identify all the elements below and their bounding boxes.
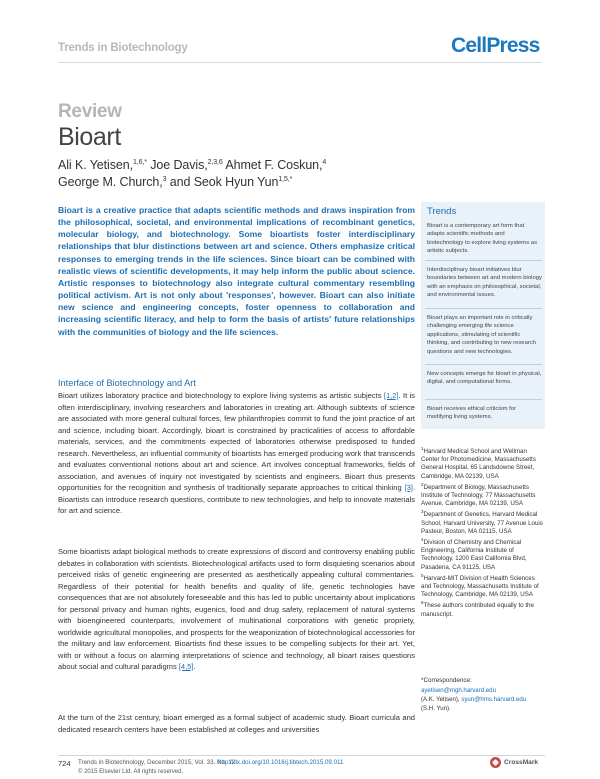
correspondence-line [421, 687, 496, 694]
body-paragraph [58, 546, 415, 673]
crossmark-icon [490, 757, 501, 768]
cellpress-logo[interactable]: CellPress [451, 34, 540, 57]
affiliation-sup: 5 [421, 572, 424, 578]
trends-item: Bioart is a contemporary art form that adapts scientific methods and biotechnology to explore living systems as artistic subjects. [427, 223, 538, 255]
article-title: Bioart [58, 123, 121, 151]
author-affiliation-sup: 2,3,6 [207, 159, 223, 166]
trends-item: Bioart plays an important role in critically challenging emerging life science applications, stimulating of scientific thinking, and contributing to new research questions and new technologies. [427, 315, 537, 355]
abstract: Bioart is a creative practice that adapts scientific methods and draws inspiration from the philosophical, societal, and environmental implications of recombinant genetics, molecular biology, and biotechnology. Some bioartists foster interdisciplinary relationships that blur distinctions between art and science. Others emphasize critical responses to emerging trends in the life sciences. Since bioart can be combined with realistic views of scientific developments, it may help inform the public about science. Artistic responses to biotechnology also integrate cultural commentary resembling political activism. Art is not only about 'responses', however. Bioart can also initiate new science and engineering concepts, foster openness to collaboration and increasing scientific literacy, and help to form the basis of artists' future relationships with the communities of biology and the life sciences. [58, 205, 415, 337]
author-affiliation-sup: 4 [322, 159, 327, 166]
affiliation-entry [421, 599, 545, 618]
header-divider [58, 62, 542, 63]
paragraph-text: Bioart utilizes laboratory practice and biotechnology to explore living systems as artistic subjects [58, 391, 384, 400]
affiliation-text: Department of Biology, Massachusetts Institute of Technology, 77 Massachusetts Avenue, Cambridge, MA 02139, USA [421, 483, 536, 508]
email-link[interactable]: syun@hms.harvard.edu [461, 696, 527, 703]
footer-citation: Trends in Biotechnology, December 2015, Vol. 33, No. 12 [78, 759, 236, 766]
affiliation-sup: 6 [421, 600, 424, 606]
correspondence-line [421, 696, 526, 703]
author-name: Ahmet F. Coskun, [225, 158, 323, 172]
paragraph-text: . Bioartists can introduce research questions, contribute to new technologies, and help to innovate materials for art and science. [58, 483, 415, 515]
affiliation-entry [421, 481, 545, 509]
affiliation-text: These authors contributed equally to the manuscript. [421, 602, 534, 618]
crossmark-label: CrossMark [504, 759, 539, 766]
affiliation-entry [421, 508, 545, 536]
affiliation-sup: 3 [421, 509, 424, 515]
journal-name: Trends in Biotechnology [58, 42, 188, 54]
author-affiliation-sup: 1,6,* [132, 159, 147, 166]
correspondence-name: (A.K. Yetisen), [421, 696, 460, 703]
affiliation-entry [421, 445, 545, 481]
author-affiliation-sup: 3 [162, 176, 167, 183]
body-paragraph [58, 390, 415, 517]
trends-divider [425, 260, 542, 261]
author-name: Ali K. Yetisen, [58, 158, 133, 172]
author-name: and Seok Hyun Yun [169, 175, 279, 189]
author-name: George M. Church, [58, 175, 163, 189]
trends-divider [425, 364, 542, 365]
author-affiliation-sup: 1,5,* [278, 176, 293, 183]
author-name: Joe Davis, [150, 158, 208, 172]
correspondence-name: (S.H. Yun). [421, 705, 451, 712]
affiliation-text: Harvard-MIT Division of Health Sciences and Technology, Massachusetts Institute of Technology, Cambridge, MA 02139, USA [421, 574, 539, 599]
copyright: © 2015 Elsevier Ltd. All rights reserved. [78, 769, 184, 775]
affiliation-text: Department of Genetics, Harvard Medical School, Harvard University, 77 Avenue Louis Pasteur, Boston, MA 02115, USA [421, 511, 543, 535]
trends-title: Trends [427, 206, 457, 217]
citation-link[interactable]: [1,2] [383, 391, 399, 400]
trends-item: Interdisciplinary bioart initiatives blur boundaries between art and modern biology with an emphasis on philosophical, societal, and environmental issues. [427, 267, 542, 299]
crossmark-badge[interactable] [490, 757, 538, 768]
affiliations [421, 445, 545, 619]
affiliation-entry [421, 536, 545, 572]
paragraph-text: Some bioartists adapt biological methods to create expressions of discord and controversy enabling public debates in collaboration with scientists. Biotechnological artifacts used to form disquieting scenarios about perceived risks of genetic engineering are presented as aesthetically appealing cultural commentaries. Regardless of their potential for health benefits and quality of life, genetic technologies have consequences that are not absolutely foreseeable and this has led to public uncertainty about implications for personal privacy and human rights, eugenics, food and drug safety, replacement of natural systems with bioengineered counterparts, involvement of multinational corporations with genetic propriety, worldwide agricultural monopolies, and prospects for the weaponization of biotechnological accessories for the military and law enforcement. Bioartists find these issues to be compelling subjects for their art. Yet, with or without a focus on alarming interpretations of science and technology, all bioart raises questions about social and cultural paradigms [58, 547, 415, 671]
citation-link[interactable]: [4,5] [178, 662, 194, 671]
body-paragraph: At the turn of the 21st century, bioart emerged as a formal subject of academic study. Bioart curricula and dedicated research centers have been established at colleges and universities [58, 713, 415, 734]
trends-item: New concepts emerge for bioart in physical, digital, and computational forms. [427, 371, 542, 386]
footer-divider [58, 755, 545, 756]
affiliation-text: Harvard Medical School and Wellman Center for Photomedicine, Massachusetts General Hospital, 65 Landsdowne Street, Cambridge, MA 02139, USA [421, 448, 536, 480]
correspondence-label: *Correspondence: [421, 677, 472, 684]
affiliation-entry [421, 572, 545, 600]
email-link[interactable]: ayetisen@mgh.harvard.edu [421, 687, 496, 694]
trends-divider [425, 399, 542, 400]
trends-divider [425, 308, 542, 309]
author-list [58, 158, 326, 172]
page-number: 724 [58, 759, 71, 768]
author-list [58, 175, 292, 189]
affiliation-sup: 1 [421, 446, 424, 451]
trends-item: Bioart receives ethical criticism for modifying living systems. [427, 406, 517, 421]
doi-link[interactable]: http://dx.doi.org/10.1016/j.tibtech.2015.09.011 [218, 759, 344, 766]
affiliation-sup: 2 [421, 481, 424, 487]
paragraph-text: . [193, 662, 196, 671]
paragraph-text: . It is often interdisciplinary, involving researchers and laboratories in creating art. Although subtexts of science are associated with more general cultural forces, few philanthropies commit to fund the joint practice of art and science, including bioart. Accordingly, bioart is constrained by practicalities of access to affordable materials, services, and the commitments expected of laboratories otherwise predisposed to funded research. Nevertheless, an influential community of bioartists has emerged producing work that transcends and evaluates conventional notions about art and science. Art involves conceptual frameworks, fields of association, and avenues of inquiry not investigated by scientists and engineers. Bioart thus presents opportunities for the recognition and synthesis of traditionally separate approaches to critical thinking [58, 391, 416, 492]
article-type: Review [58, 101, 122, 122]
citation-link[interactable]: [3] [404, 483, 413, 492]
section-heading: Interface of Biotechnology and Art [58, 378, 196, 388]
affiliation-text: Division of Chemistry and Chemical Engineering, California Institute of Technology, 1200 East California Blvd, Pasadena, CA 91125, USA [421, 539, 527, 571]
affiliation-sup: 4 [421, 537, 424, 543]
correspondence-line [421, 705, 451, 712]
